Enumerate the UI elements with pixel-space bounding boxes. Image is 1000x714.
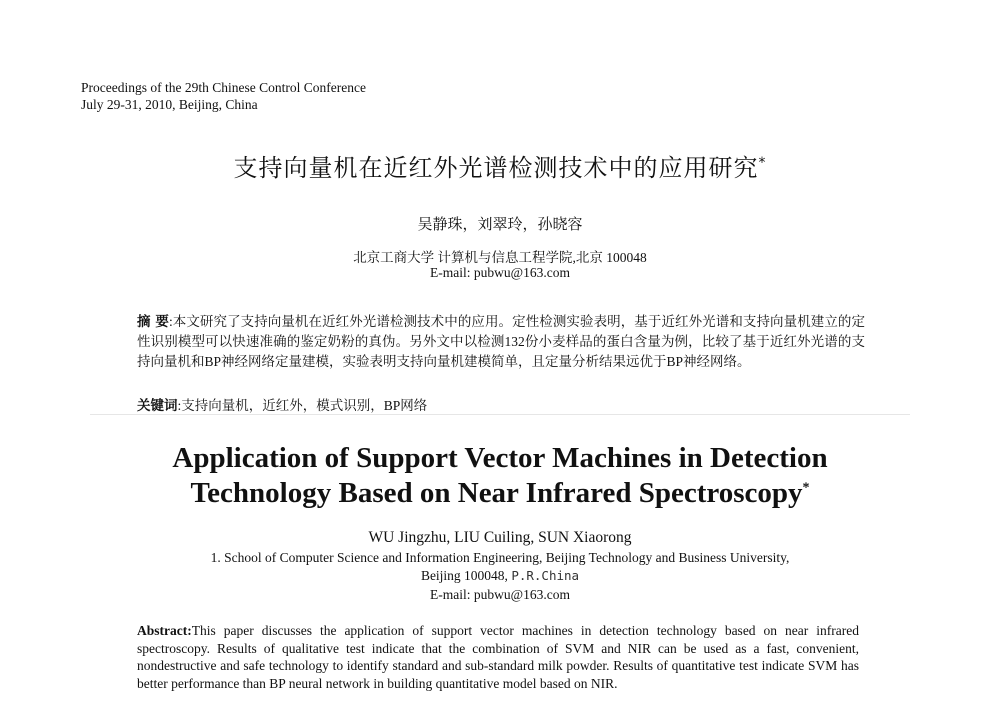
chinese-keywords-text: :支持向量机，近红外，模式识别，BP网络 <box>177 398 428 413</box>
venue-line-2: July 29-31, 2010, Beijing, China <box>81 97 258 112</box>
section-divider <box>90 414 910 415</box>
english-title-footnote-mark: * <box>802 480 810 496</box>
chinese-title-footnote-mark: * <box>758 155 767 171</box>
chinese-abstract-text: :本文研究了支持向量机在近红外光谱检测技术中的应用。定性检测实验表明，基于近红外光谱和支持向量机建立的定性识别模型可以快速准确的鉴定奶粉的真伪。另外文中以检测132份小麦样品的蛋白含量为例，比较了基于近红外光谱的支持向量机和BP神经网络定量建模，实验表明支持向量机建模简单，且定量分析结果远优于BP神经网络。 <box>137 314 866 369</box>
chinese-title <box>0 148 1000 183</box>
english-affiliation-city: Beijing 100048, <box>420 568 508 583</box>
venue-line-1: Proceedings of the 29th Chinese Control Conference <box>81 80 366 95</box>
chinese-abstract-label: 摘 要 <box>137 314 169 330</box>
chinese-affiliation: 北京工商大学 计算机与信息工程学院,北京 100048 <box>353 250 647 265</box>
chinese-abstract <box>137 312 865 372</box>
english-abstract-label: Abstract: <box>137 623 192 638</box>
chinese-keywords-label: 关键词 <box>137 398 178 414</box>
english-affiliation-line: 1. School of Computer Science and Information Engineering, Beijing Technology and Business University, <box>210 550 790 565</box>
english-authors: WU Jingzhu, LIU Cuiling, SUN Xiaorong <box>368 529 632 546</box>
english-affiliation-country: P.R.China <box>511 568 580 583</box>
english-abstract-text: This paper discusses the application of support vector machines in detection technology based on near infrared spectroscopy. Results of qualitative test indicate that the combination of SVM and NIR can be used as a fast, convenient, nondestructive and safe technology to identify standard and sub-standard milk powder. Results of quantitative test indicate SVM has better performance than BP neural network in building quantitative model based on NIR. <box>137 623 859 691</box>
english-title-line-2: Technology Based on Near Infrared Spectroscopy <box>190 477 803 509</box>
english-affiliation <box>140 549 860 585</box>
chinese-title-text: 支持向量机在近红外光谱检测技术中的应用研究 <box>233 154 759 182</box>
chinese-authors: 吴静珠，刘翠玲，孙晓容 <box>417 217 583 233</box>
english-abstract <box>137 622 859 692</box>
chinese-email: E-mail: pubwu@163.com <box>430 265 570 280</box>
conference-venue <box>81 79 366 113</box>
english-title-line-1: Application of Support Vector Machines in Detection <box>172 442 828 474</box>
english-title <box>0 441 1000 511</box>
chinese-keywords <box>137 394 865 414</box>
english-email: E-mail: pubwu@163.com <box>430 587 570 602</box>
